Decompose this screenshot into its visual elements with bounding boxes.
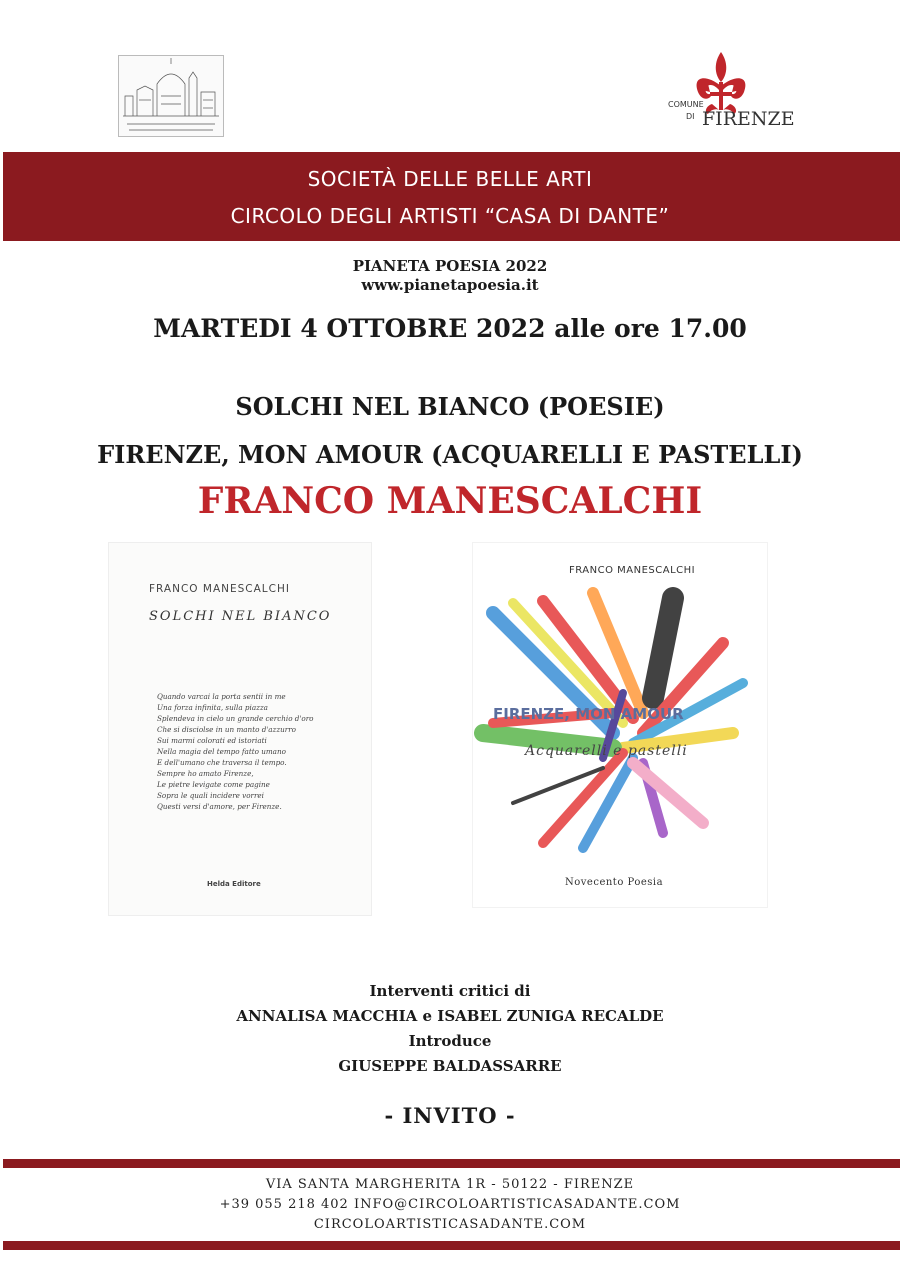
poem-line: Le pietre levigate come pagine: [157, 780, 270, 789]
comune-di-firenze-logo: [662, 48, 795, 136]
event-website: www.pianetapoesia.it: [361, 276, 539, 294]
footer-rule-bottom: [3, 1241, 900, 1250]
poem-line: Sempre ho amato Firenze,: [157, 769, 254, 778]
cover1-publisher: Helda Editore: [207, 880, 261, 888]
florence-skyline-icon: [119, 56, 223, 136]
cover2-subtitle: Acquarelli e pastelli: [525, 743, 688, 759]
credits-critics: ANNALISA MACCHIA e ISABEL ZUNIGA RECALDE: [236, 1007, 664, 1025]
credits-presenter: GIUSEPPE BALDASSARRE: [338, 1057, 562, 1075]
credits-introduce: Introduce: [408, 1032, 492, 1050]
poem-line: Una forza infinita, sulla piazza: [157, 703, 268, 712]
work-title-2: FIRENZE, MON AMOUR (ACQUARELLI E PASTELLI): [97, 440, 803, 469]
footer-website: CIRCOLOARTISTICASADANTE.COM: [313, 1217, 587, 1232]
credits-intro: Interventi critici di: [369, 982, 531, 1000]
logo-text-di: DI: [686, 112, 695, 121]
poem-line: Sui marmi colorati ed istoriati: [157, 736, 267, 745]
cover2-title: FIRENZE, MON AMOUR: [493, 705, 684, 723]
footer-contacts: +39 055 218 402 INFO@CIRCOLOARTISTICASADANTE.COM: [219, 1197, 681, 1212]
poem-line: Questi versi d'amore, per Firenze.: [157, 802, 282, 811]
event-datetime: MARTEDI 4 OTTOBRE 2022 alle ore 17.00: [153, 314, 747, 343]
cover1-author: FRANCO MANESCALCHI: [149, 583, 290, 595]
event-series: PIANETA POESIA 2022: [352, 257, 548, 275]
circle-name: CIRCOLO DEGLI ARTISTI “CASA DI DANTE”: [230, 204, 670, 228]
poem-line: E dell'umano che traversa il tempo.: [157, 758, 287, 767]
footer-rule-top: [3, 1159, 900, 1168]
work-title-1: SOLCHI NEL BIANCO (POESIE): [235, 392, 665, 421]
book-cover-solchi: [108, 542, 372, 916]
poem-line: Quando varcai la porta sentii in me: [157, 692, 286, 701]
cover1-poem: [157, 691, 357, 812]
logo-text-firenze: FIRENZE: [702, 108, 795, 130]
book-cover-firenze: [472, 542, 768, 908]
author-name: FRANCO MANESCALCHI: [197, 480, 703, 522]
poem-line: Nella magia del tempo fatto umano: [157, 747, 286, 756]
cover2-publisher: Novecento Poesia: [565, 877, 664, 888]
footer-address: VIA SANTA MARGHERITA 1R - 50122 - FIRENZE: [265, 1177, 635, 1192]
society-name: SOCIETÀ DELLE BELLE ARTI: [307, 167, 593, 191]
florence-skyline-logo: [118, 55, 224, 137]
invitation-label: - INVITO -: [384, 1103, 516, 1128]
poem-line: Splendeva in cielo un grande cerchio d'oro: [157, 714, 314, 723]
cover1-title: SOLCHI NEL BIANCO: [149, 609, 332, 624]
watercolor-strokes-icon: [473, 583, 767, 863]
poem-line: Sopra le quali incidere vorrei: [157, 791, 264, 800]
poem-line: Che si disciolse in un manto d'azzurro: [157, 725, 296, 734]
cover2-author: FRANCO MANESCALCHI: [569, 565, 696, 576]
logo-text-comune: COMUNE: [668, 100, 704, 109]
